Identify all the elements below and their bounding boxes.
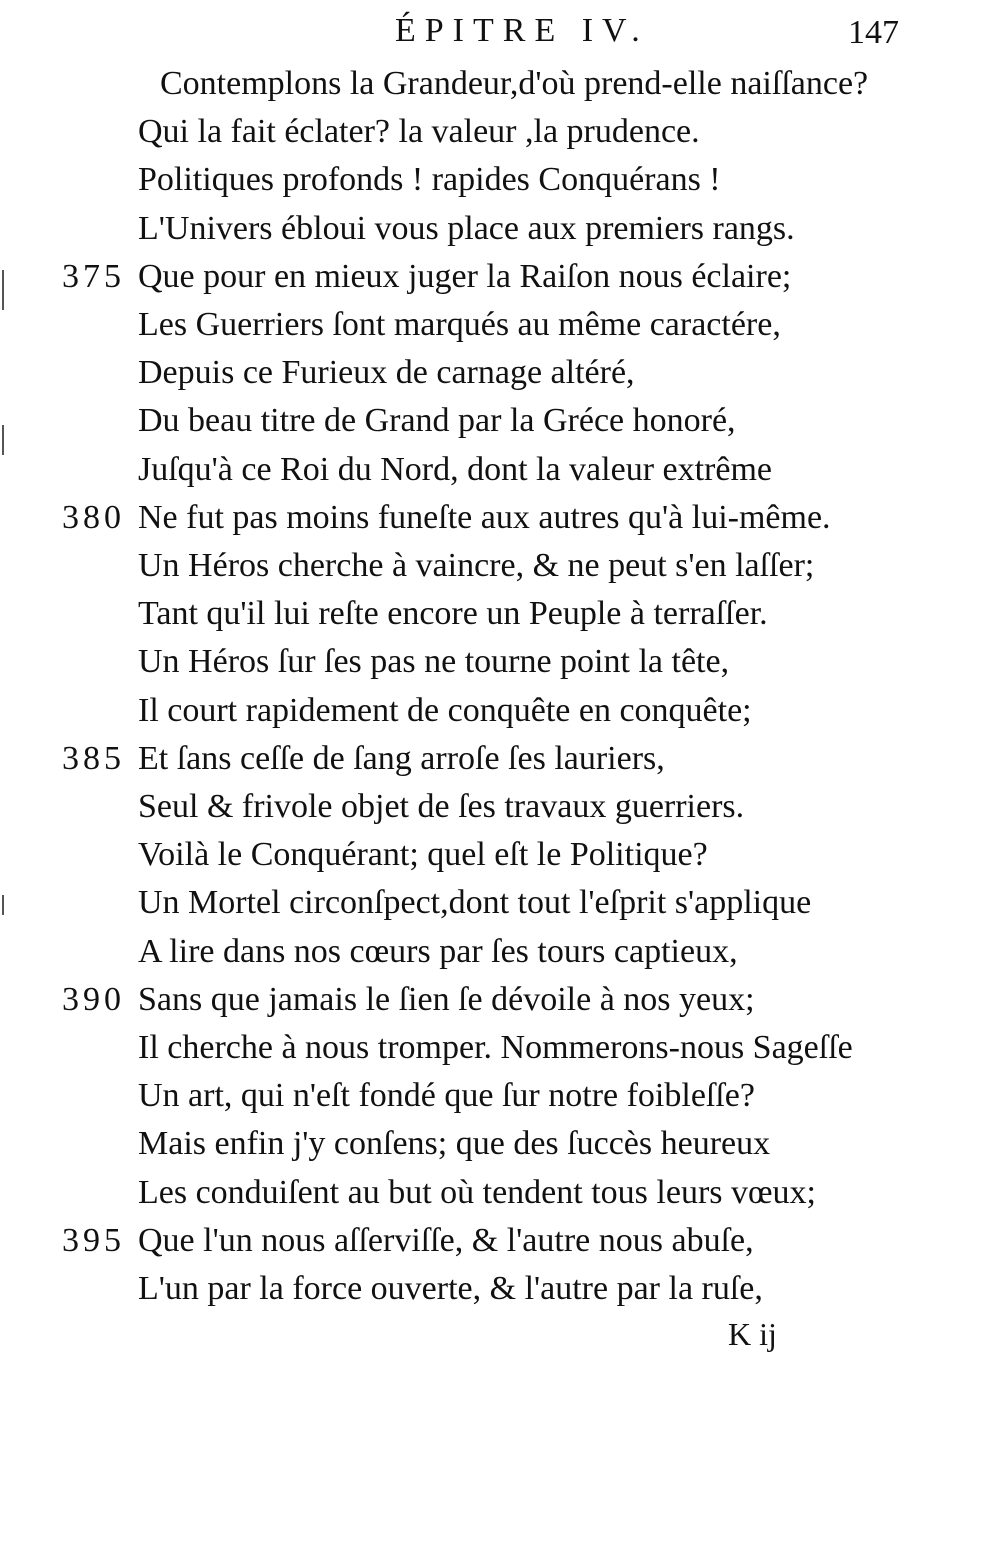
verse-text: Les conduiſent au but où tendent tous leurs vœux;	[138, 1174, 816, 1211]
verse-number: 390	[62, 981, 125, 1018]
verse-line	[0, 397, 1000, 445]
verse-text: Un Mortel circonſpect,dont tout l'eſprit s'applique	[138, 884, 812, 921]
margin-rule	[2, 425, 4, 455]
signature-mark: K ij	[728, 1316, 777, 1352]
verse-text: Du beau titre de Grand par la Gréce honoré,	[138, 402, 736, 439]
page-number: 147	[848, 14, 899, 51]
verse-line	[0, 976, 1000, 1024]
verse-line	[0, 156, 1000, 204]
margin-rule	[2, 895, 4, 915]
verse-number: 395	[62, 1222, 125, 1259]
verse-text: Qui la fait éclater? la valeur ,la prudence.	[138, 113, 700, 150]
verse-line	[0, 831, 1000, 879]
verse-number: 375	[62, 258, 125, 295]
verse-text: Que pour en mieux juger la Raiſon nous éclaire;	[138, 258, 792, 295]
verse-text: Ne fut pas moins funeſte aux autres qu'à lui-même.	[138, 499, 831, 536]
verse-text: L'Univers ébloui vous place aux premiers rangs.	[138, 210, 795, 247]
verse-line	[0, 1024, 1000, 1072]
verse-line	[0, 349, 1000, 397]
verse-line	[0, 783, 1000, 831]
margin-rule	[2, 270, 4, 310]
verse-line	[0, 108, 1000, 156]
verse-text: Un Héros ſur ſes pas ne tourne point la tête,	[138, 643, 730, 680]
verse-line	[0, 1120, 1000, 1168]
verse-line	[0, 1265, 1000, 1313]
verse-line	[0, 446, 1000, 494]
verse-text: Il cherche à nous tromper. Nommerons-nous Sageſſe	[138, 1029, 853, 1066]
verse-line	[0, 928, 1000, 976]
verse-number: 380	[62, 499, 125, 536]
verse-text: Tant qu'il lui reſte encore un Peuple à terraſſer.	[138, 595, 768, 632]
verse-line	[0, 60, 1000, 108]
verse-line	[0, 1169, 1000, 1217]
verse-line	[0, 687, 1000, 735]
verse-line	[0, 879, 1000, 927]
verse-text: Que l'un nous aſſerviſſe, & l'autre nous abuſe,	[138, 1222, 754, 1259]
verse-line	[0, 1072, 1000, 1120]
verse-line	[0, 494, 1000, 542]
verse-text: Politiques profonds ! rapides Conquérans !	[138, 161, 721, 198]
verse-text: Un art, qui n'eſt fondé que ſur notre foibleſſe?	[138, 1077, 755, 1114]
verse-text: Depuis ce Furieux de carnage altéré,	[138, 354, 635, 391]
verse-text: Les Guerriers ſont marqués au même caractére,	[138, 306, 781, 343]
verse-text: Voilà le Conquérant; quel eſt le Politique?	[138, 836, 708, 873]
verse-text: Contemplons la Grandeur,d'où prend-elle naiſſance?	[160, 65, 869, 102]
verse-text: Il court rapidement de conquête en conquête;	[138, 692, 752, 729]
running-head: ÉPITRE IV.	[395, 12, 649, 49]
verse-text: Seul & frivole objet de ſes travaux guerriers.	[138, 788, 745, 825]
verse-line	[0, 735, 1000, 783]
verse-line	[0, 205, 1000, 253]
verse-line	[0, 590, 1000, 638]
verse-line	[0, 638, 1000, 686]
verse-text: Et ſans ceſſe de ſang arroſe ſes lauriers,	[138, 740, 665, 777]
verse-line	[0, 253, 1000, 301]
verse-text: L'un par la force ouverte, & l'autre par la ruſe,	[138, 1270, 763, 1307]
verse-number: 385	[62, 740, 125, 777]
verse-text: Un Héros cherche à vaincre, & ne peut s'en laſſer;	[138, 547, 815, 584]
verse-line	[0, 542, 1000, 590]
verse-line	[0, 301, 1000, 349]
verse-text: A lire dans nos cœurs par ſes tours captieux,	[138, 933, 738, 970]
verse-line	[0, 1217, 1000, 1265]
verse-text: Juſqu'à ce Roi du Nord, dont la valeur extrême	[138, 451, 772, 488]
verse-text: Sans que jamais le ſien ſe dévoile à nos yeux;	[138, 981, 755, 1018]
verse-text: Mais enfin j'y conſens; que des ſuccès heureux	[138, 1125, 771, 1162]
